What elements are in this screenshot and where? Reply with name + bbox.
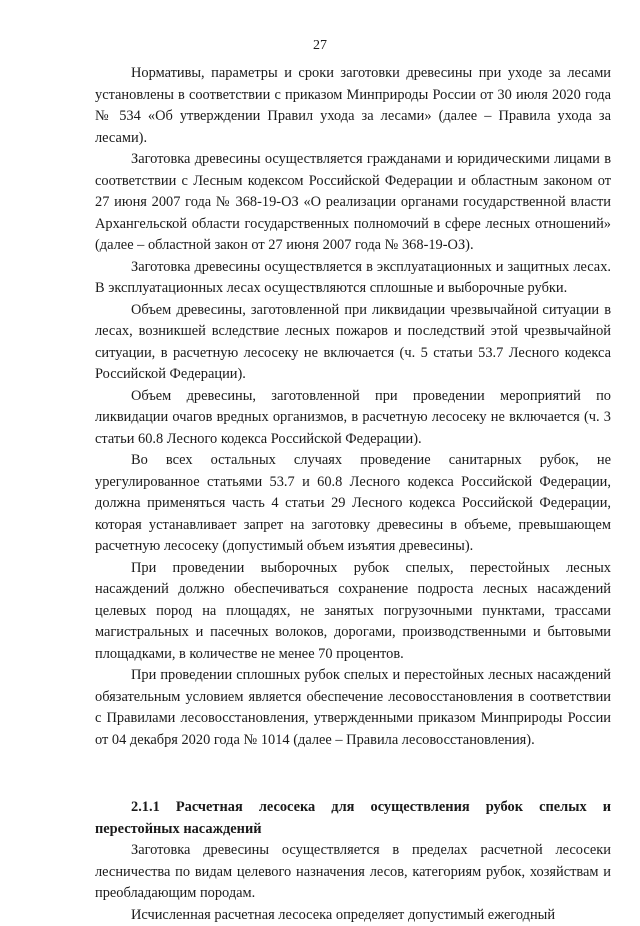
- paragraph: Исчисленная расчетная лесосека определяет допустимый ежегодный: [95, 905, 611, 926]
- paragraph: Заготовка древесины осуществляется гражданами и юридическими лицами в соответствии с Лесным кодексом Российской Федерации и областным законом от 27 июня 2007 года № 368-19-ОЗ «О реализации органами государственной власти Архангельской области государственных полномочий в сфере лесных отношений» (далее – областной закон от 27 июня 2007 года № 368-19-ОЗ).: [95, 149, 611, 257]
- paragraph: Нормативы, параметры и сроки заготовки древесины при уходе за лесами установлены в соответствии с приказом Минприроды России от 30 июля 2020 года № 534 «Об утверждении Правил ухода за лесами» (далее – Правила ухода за лесами).: [95, 63, 611, 149]
- paragraph: При проведении сплошных рубок спелых и перестойных лесных насаждений обязательным условием является обеспечение лесовосстановления в соответствии с Правилами лесовосстановления, утвержденными приказом Минприроды России от 04 декабря 2020 года № 1014 (далее – Правила лесовосстановления).: [95, 665, 611, 751]
- paragraph: Объем древесины, заготовленной при проведении мероприятий по ликвидации очагов вредных организмов, в расчетную лесосеку не включается (ч. 3 статьи 60.8 Лесного кодекса Российской Федерации).: [95, 386, 611, 451]
- section-spacer: [95, 751, 611, 797]
- paragraph: Объем древесины, заготовленной при ликвидации чрезвычайной ситуации в лесах, возникшей вследствие лесных пожаров и последствий этой чрезвычайной ситуации, в расчетную лесосеку не включается (ч. 5 статьи 53.7 Лесного кодекса Российской Федерации).: [95, 300, 611, 386]
- paragraph: Заготовка древесины осуществляется в пределах расчетной лесосеки лесничества по видам целевого назначения лесов, категориям рубок, хозяйствам и преобладающим породам.: [95, 840, 611, 905]
- paragraph: Во всех остальных случаях проведение санитарных рубок, не урегулированное статьями 53.7 и 60.8 Лесного кодекса Российской Федерации, должна применяться часть 4 статьи 29 Лесного кодекса Российской Федерации, которая устанавливает запрет на заготовку древесины в объеме, превышающем расчетную лесосеку (допустимый объем изъятия древесины).: [95, 450, 611, 558]
- document-body: [95, 63, 611, 926]
- paragraph: Заготовка древесины осуществляется в эксплуатационных и защитных лесах. В эксплуатационных лесах осуществляются сплошные и выборочные рубки.: [95, 257, 611, 300]
- section-heading: 2.1.1 Расчетная лесосека для осуществления рубок спелых и перестойных насаждений: [95, 797, 611, 840]
- paragraph: При проведении выборочных рубок спелых, перестойных лесных насаждений должно обеспечиваться сохранение подроста лесных насаждений целевых пород на площадях, не занятых погрузочными пунктами, трассами магистральных и пасечных волоков, дорогами, производственными и бытовыми площадками, в количестве не менее 70 процентов.: [95, 558, 611, 666]
- page-number: 27: [0, 38, 640, 54]
